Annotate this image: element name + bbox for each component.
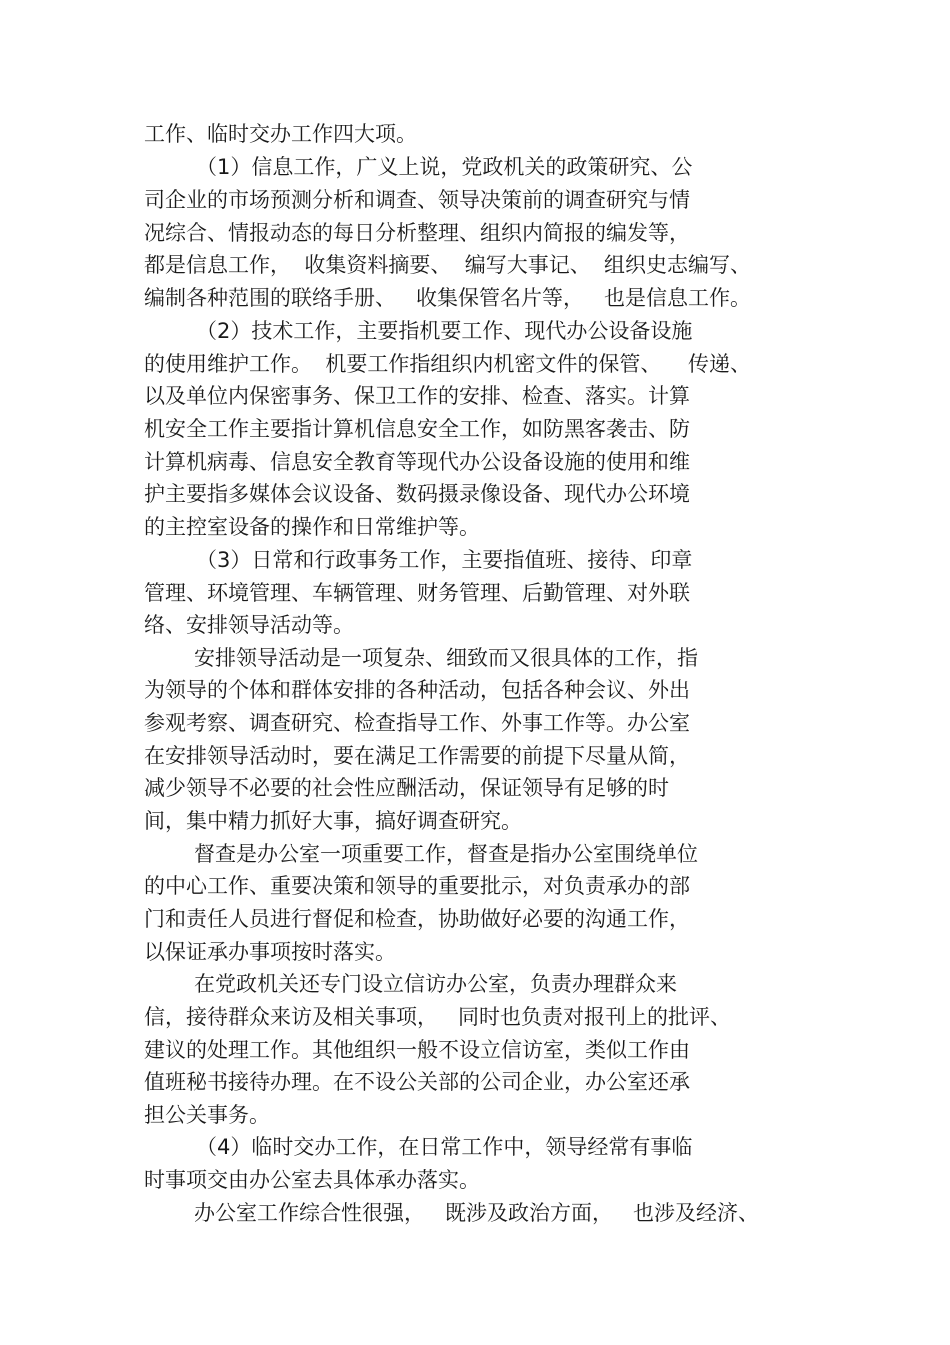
text-line: 以保证承办事项按时落实。 [144, 940, 396, 964]
text-line: 为领导的个体和群体安排的各种活动，包括各种会议、外出 [144, 678, 690, 702]
text-line: 建议的处理工作。其他组织一般不设立信访室，类似工作由 [144, 1038, 690, 1062]
text-line: 担公关事务。 [144, 1103, 270, 1127]
text-line: 信，接待群众来访及相关事项， 同时也负责对报刊上的批评、 [144, 1005, 732, 1029]
text-line: 机安全工作主要指计算机信息安全工作，如防黑客袭击、防 [144, 417, 690, 441]
text-line: 的使用维护工作。 机要工作指组织内机密文件的保管、 传递、 [144, 352, 752, 376]
text-line: 的主控室设备的操作和日常维护等。 [144, 515, 480, 539]
text-line: 司企业的市场预测分析和调查、领导决策前的调查研究与情 [144, 188, 690, 212]
text-line: 在安排领导活动时，要在满足工作需要的前提下尽量从简， [144, 744, 690, 768]
text-line: 况综合、情报动态的每日分析整理、组织内简报的编发等， [144, 221, 690, 245]
text-line: 参观考察、调查研究、检查指导工作、外事工作等。办公室 [144, 711, 690, 735]
text-line: （4）临时交办工作，在日常工作中，领导经常有事临 [196, 1135, 693, 1159]
text-line: 在党政机关还专门设立信访办公室，负责办理群众来 [194, 972, 677, 996]
text-line: 督查是办公室一项重要工作，督查是指办公室围绕单位 [194, 842, 698, 866]
text-line: 工作、临时交办工作四大项。 [144, 122, 417, 146]
text-line: 编制各种范围的联络手册、 收集保管名片等， 也是信息工作。 [144, 286, 752, 310]
text-line: 时事项交由办公室去具体承办落实。 [144, 1168, 480, 1192]
text-line: 减少领导不必要的社会性应酬活动，保证领导有足够的时 [144, 776, 669, 800]
text-line: 值班秘书接待办理。在不设公关部的公司企业，办公室还承 [144, 1070, 690, 1094]
text-line: 络、安排领导活动等。 [144, 613, 354, 637]
text-line: 安排领导活动是一项复杂、细致而又很具体的工作，指 [194, 646, 698, 670]
text-line: 管理、环境管理、车辆管理、财务管理、后勤管理、对外联 [144, 581, 690, 605]
text-line: 以及单位内保密事务、保卫工作的安排、检查、落实。计算 [144, 384, 690, 408]
text-line: （2）技术工作，主要指机要工作、现代办公设备设施 [196, 319, 693, 343]
text-line: 护主要指多媒体会议设备、数码摄录像设备、现代办公环境 [144, 482, 690, 506]
text-line: （1）信息工作，广义上说，党政机关的政策研究、公 [196, 155, 693, 179]
text-line: 计算机病毒、信息安全教育等现代办公设备设施的使用和维 [144, 450, 690, 474]
text-line: 的中心工作、重要决策和领导的重要批示，对负责承办的部 [144, 874, 690, 898]
text-line: 门和责任人员进行督促和检查，协助做好必要的沟通工作， [144, 907, 690, 931]
text-line: 间，集中精力抓好大事，搞好调查研究。 [144, 809, 522, 833]
text-line: （3）日常和行政事务工作，主要指值班、接待、印章 [196, 548, 693, 572]
text-line: 办公室工作综合性很强， 既涉及政治方面， 也涉及经济、 [194, 1201, 760, 1225]
text-line: 都是信息工作， 收集资料摘要、 编写大事记、 组织史志编写、 [144, 253, 752, 277]
